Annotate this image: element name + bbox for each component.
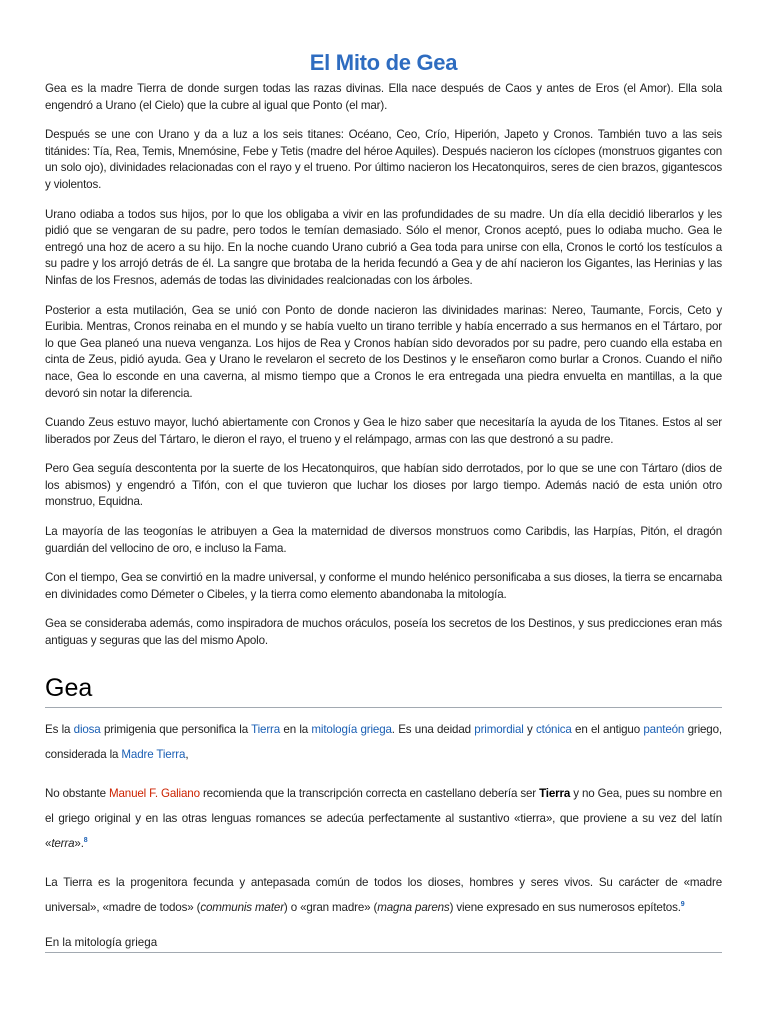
paragraph: Urano odiaba a todos sus hijos, por lo que los obligaba a vivir en las profundidades de su madre. Un día ella decidió liberarlos y les pidió que se vengaran de su padre, pero todos le temían demasiado. Sólo el menor, Cronos aceptó, pues lo odiaba mucho. Gea le entregó una hoz de acero a su hijo. En la noche cuando Urano cubrió a Gea toda para unirse con ella, Cronos le cortó los testículos a su padre y los arrojó detrás de él. La sangre que brotaba de la herida fecundó a Gea y de ahí nacieron los Gigantes, las Herinias y las Ninfas de los Fresnos, además de todas las divinidades realcionadas con los árboles. [45,207,722,287]
paragraph: Gea es la madre Tierra de donde surgen todas las razas divinas. Ella nace después de Caos y antes de Eros (el Amor). Ella sola engendró a Urano (el Cielo) que la cubre al igual que Ponto (el mar). [45,82,722,112]
text: La Tierra es la progenitora fecunda y antepasada común de todos los dioses, hombres y seres vivos. Su carácter de «madre universal», «madre de todos» ( [45,875,722,914]
text: primigenia que personifica la [100,722,252,736]
link-madre-tierra[interactable]: Madre Tierra [121,747,186,761]
wiki-section [45,717,722,953]
text: ) o «gran madre» ( [283,900,378,914]
link-primordial[interactable]: primordial [474,722,524,736]
wiki-paragraph [45,781,722,856]
link-diosa[interactable]: diosa [73,722,101,736]
text: y [523,722,537,736]
link-mitologia-griega[interactable]: mitología griega [311,722,392,736]
link-ctonica[interactable]: ctónica [536,722,572,736]
paragraph: Con el tiempo, Gea se convirtió en la madre universal, y conforme el mundo helénico personificaba a sus dioses, la tierra se encarnaba en divinidades como Démeter o Cibeles, y la tierra como elemento abandonaba la mitología. [45,571,722,601]
text: y no Gea, pues su nombre en el griego original y en las otras lenguas romances se adecúa perfectamente al sustantivo «tierra», que proviene a su vez del latín « [45,786,723,850]
text: en la [280,722,312,736]
paragraph: La mayoría de las teogonías le atribuyen a Gea la maternidad de diversos monstruos como Caribdis, las Harpías, Pitón, el dragón guardián del vellocino de oro, e incluso la Fama. [45,525,722,555]
italic-term: communis mater [200,900,284,914]
paragraph: Posterior a esta mutilación, Gea se unió con Ponto de donde nacieron las divinidades marinas: Nereo, Taumante, Forcis, Ceto y Euribia. Mentras, Cronos reinaba en el mundo y se había vuelto un tirano terrible y había encerrado a sus hermanos en el Tártaro, por lo que Gea planeó una nueva venganza. Los hijos de Rea y Cronos habían sido devorados por su padre, pero cuando ella estaba en cinta de Zeus, pidió ayuda. Gea y Urano le revelaron el secreto de los Destinos y le enseñaron como burlar a Cronos. Cuando el niño nace, Gea lo esconde en una caverna, al mismo tiempo que a Cronos le era entregada una piedra envuelta en mantillas, a la que devoró sin notar la diferencia. [45,303,722,400]
paragraph: Cuando Zeus estuvo mayor, luchó abiertamente con Cronos y Gea le hizo saber que necesitaría la ayuda de los Titanes. Estos al ser liberados por Zeus del Tártaro, le dieron el rayo, el trueno y el relámpago, armas con las que destronó a su padre. [45,416,722,446]
footnote-ref[interactable]: 8 [83,836,88,844]
text: ) viene expresado en sus numerosos epítetos. [449,900,681,914]
italic-term: terra [51,836,75,850]
text: Es la [45,722,74,736]
section-heading-gea: Gea [45,673,722,708]
text: . Es una deidad [391,722,475,736]
wiki-paragraph [45,717,722,767]
italic-term: magna parens [377,900,450,914]
document-page [45,0,722,953]
text: en el antiguo [571,722,644,736]
bold-term: Tierra [539,786,571,800]
paragraph: Después se une con Urano y da a luz a los seis titanes: Océano, Ceo, Crío, Hiperión, Japeto y Cronos. También tuvo a las seis titánides: Tía, Rea, Temis, Mnemósine, Febe y Tetis (madre del héroe Aquiles). Después nacieron los cíclopes (monstruos gigantes con un solo ojo), divinidades relacionadas con el rayo y el trueno. Por último nacieron los Hecatonquiros, seres de cien brazos, gigantescos y violentos. [45,128,722,191]
paragraph: Pero Gea seguía descontenta por la suerte de los Hecatonquiros, que habían sido derrotados, por lo que se une con Tártaro (dios de los abismos) y engendró a Tifón, con el que tuvieron que luchar los dioses por largo tiempo. Además nació de esta unión otro monstruo, Equidna. [45,462,722,509]
text: No obstante [45,786,109,800]
text: , [185,747,189,761]
link-manuel-f-galiano[interactable]: Manuel F. Galiano [108,786,200,800]
page-title: El Mito de Gea [309,50,458,75]
link-tierra[interactable]: Tierra [251,722,281,736]
wiki-paragraph [45,870,722,920]
story-body [45,81,722,650]
footnote-ref[interactable]: 9 [680,900,685,908]
text: ». [74,836,84,850]
text: recomienda que la transcripción correcta en castellano debería ser [199,786,540,800]
paragraph: Gea se consideraba además, como inspiradora de muchos oráculos, poseía los secretos de los Destinos, y sus predicciones eran más antiguas y seguras que las del mismo Apolo. [45,617,722,648]
subsection-heading: En la mitología griega [45,934,722,953]
link-panteon[interactable]: panteón [643,722,685,736]
text: griego, considerada la [45,722,722,761]
